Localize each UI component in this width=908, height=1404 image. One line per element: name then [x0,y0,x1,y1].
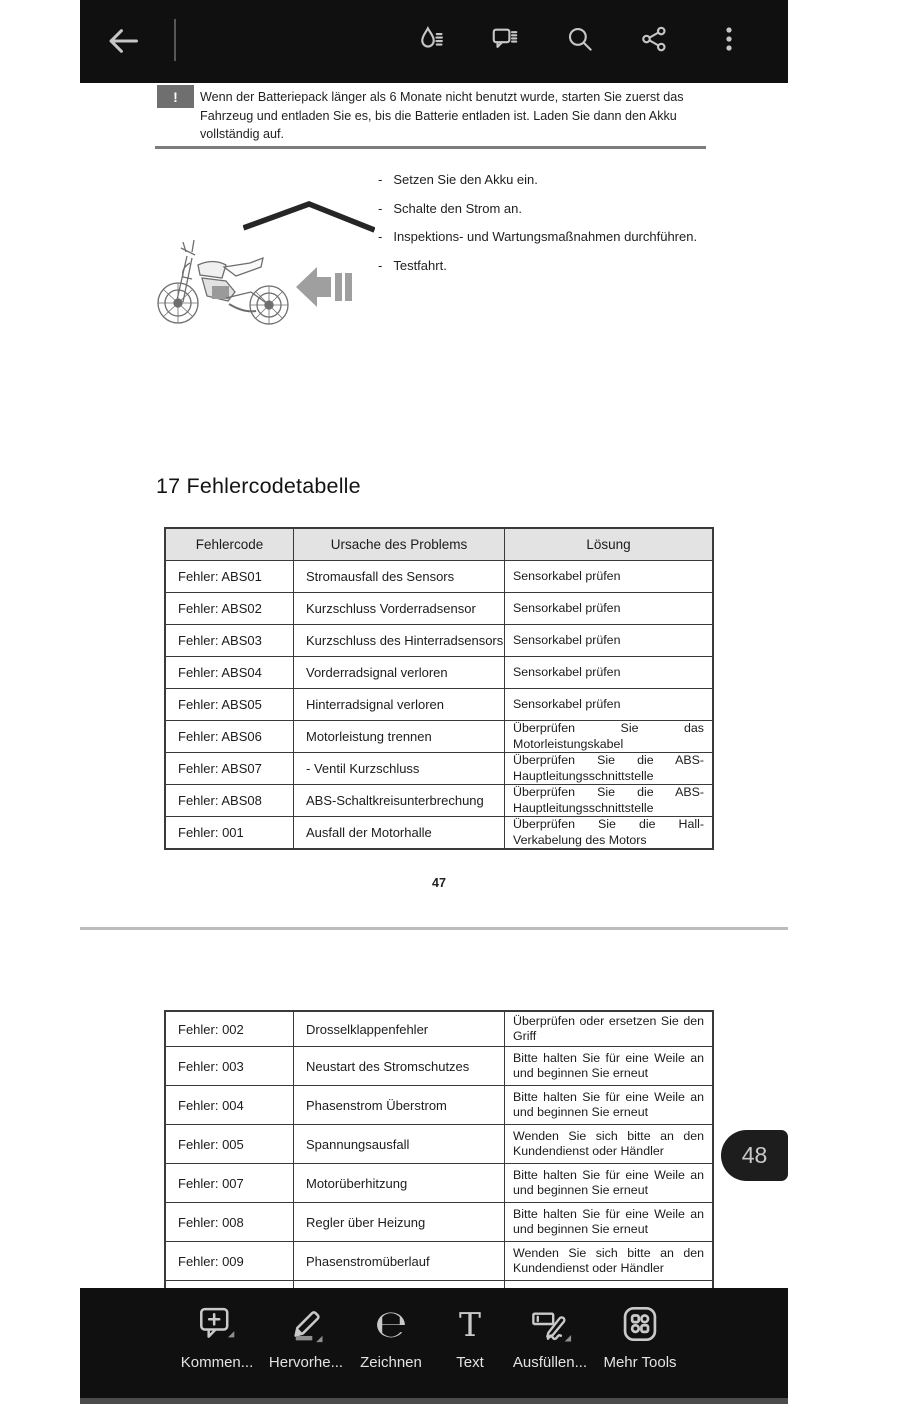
table-header-cell: Ursache des Problems [294,529,505,560]
table-cell: Phasenstromüberlauf [294,1242,505,1280]
table-row [166,752,712,784]
liquid-mode-button[interactable] [416,24,446,54]
table-cell: Regler über Heizung [294,1203,505,1241]
table-row [166,1046,712,1085]
tool-highlight[interactable] [258,1298,354,1390]
warning-note [200,88,686,144]
tool-label: Kommen... [180,1354,254,1371]
table-header-row [166,529,712,560]
table-row [166,1241,712,1280]
table-cell: Fehler: 008 [166,1203,294,1241]
error-code-table-p48 [164,1010,714,1321]
fill-sign-icon [527,1298,573,1350]
warning-line: Wenn der Batteriepack länger als 6 Monate nicht benutzt wurde, starten Sie zuerst das [200,90,684,104]
table-cell: Spannungsausfall [294,1125,505,1163]
checklist-item: - Schalte den Strom an. [378,200,522,216]
highlighter-icon [284,1298,328,1350]
page-number-footer: 47 [432,876,446,890]
checklist-item: - Inspektions- und Wartungsmaßnahmen durchführen. [378,229,698,244]
comment-button[interactable] [490,24,520,54]
table-cell: Fehler: 002 [166,1012,294,1046]
table-cell: Neustart des Stromschutzes [294,1047,505,1085]
gesture-bar-area [80,1398,788,1404]
warning-line: Fahrzeug und entladen Sie es, bis die Batterie entladen ist. Laden Sie dann den Akku [200,108,677,123]
table-row [166,560,712,592]
table-cell: Fehler: 007 [166,1164,294,1202]
table-cell: Fehler: 009 [166,1242,294,1280]
table-cell: Überprüfen Sie die ABS-Hauptleitungsschnittstelle [513,785,704,815]
text-icon: T [458,1304,481,1344]
table-cell: Fehler: ABS05 [166,689,294,720]
checklist-item: - Testfahrt. [378,257,447,273]
table-row [166,624,712,656]
more-options-button[interactable] [714,24,744,54]
tool-label: Hervorhe... [268,1354,344,1371]
table-cell: Überprüfen Sie die ABS-Hauptleitungsschnittstelle [513,753,704,783]
table-row [166,784,712,816]
table-cell: Kurzschluss des Hinterradsensors [294,625,505,656]
table-header-cell: Lösung [586,536,631,552]
table-cell: - Ventil Kurzschluss [294,753,505,784]
table-cell: Fehler: 003 [166,1047,294,1085]
table-cell: ABS-Schaltkreisunterbrechung [294,785,505,816]
search-icon [565,24,595,54]
table-cell: Fehler: 001 [166,817,294,848]
table-cell: Kurzschluss Vorderradsensor [294,593,505,624]
page-position-badge[interactable]: 48 [721,1130,788,1181]
table-cell: Bitte halten Sie für eine Weile an und beginnen Sie erneut [513,1167,704,1197]
motorcycle-illustration [152,232,302,332]
table-cell: Sensorkabel prüfen [513,632,621,647]
table-header-cell: Fehlercode [166,529,294,560]
table-row [166,1124,712,1163]
table-cell: Bitte halten Sie für eine Weile an und beginnen Sie erneut [513,1206,704,1236]
table-cell: Fehler: ABS04 [166,657,294,688]
table-cell: Phasenstrom Überstrom [294,1086,505,1124]
table-cell: Fehler: ABS07 [166,753,294,784]
back-button[interactable] [104,22,142,60]
warning-icon: ! [157,85,194,108]
share-icon [639,24,669,54]
table-cell: Überprüfen Sie das Motorleistungskabel [513,721,704,751]
checklist-item: - Setzen Sie den Akku ein. [378,172,538,187]
table-cell: Überprüfen Sie die Hall-Verkabelung des Motors [513,817,704,847]
table-row [166,1202,712,1241]
table-cell: Bitte halten Sie für eine Weile an und beginnen Sie erneut [513,1050,704,1080]
comment-add-icon [195,1298,239,1350]
search-button[interactable] [565,24,595,54]
table-cell: Bitte halten Sie für eine Weile an und beginnen Sie erneut [513,1089,704,1119]
tool-label: Text [456,1354,484,1371]
table-cell: Motorüberhitzung [294,1164,505,1202]
tool-label: Mehr Tools [603,1354,677,1371]
table-cell: Fehler: ABS08 [166,785,294,816]
table-cell: Sensorkabel prüfen [513,696,621,711]
table-row [166,720,712,752]
table-row [166,1085,712,1124]
table-cell: Fehler: ABS01 [166,561,294,592]
checklist [378,172,708,286]
tool-label: Ausfüllen... [512,1354,588,1371]
comment-icon [490,24,520,54]
back-icon [104,22,142,60]
table-cell: Stromausfall des Sensors [294,561,505,592]
table-cell: Hinterradsignal verloren [294,689,505,720]
arrow-left-illustration [295,264,357,310]
tool-fill-sign[interactable] [502,1298,598,1390]
table-row [166,816,712,848]
table-cell: Wenden Sie sich bitte an den Kundendienst oder Händler [513,1245,704,1275]
table-row [166,1012,712,1046]
table-cell: Drosselklappenfehler [294,1012,505,1046]
table-cell: Fehler: 004 [166,1086,294,1124]
table-cell: Sensorkabel prüfen [513,600,621,615]
tool-more-tools[interactable] [592,1298,688,1390]
table-cell: Fehler: ABS02 [166,593,294,624]
table-cell: Fehler: ABS03 [166,625,294,656]
table-cell: Fehler: 005 [166,1125,294,1163]
page-separator [80,927,788,930]
share-button[interactable] [639,24,669,54]
more-tools-icon [618,1298,662,1350]
table-cell: Sensorkabel prüfen [513,664,621,679]
more-options-icon [714,24,744,54]
table-cell: Überprüfen oder ersetzen Sie den Griff [513,1013,704,1043]
table-cell: Wenden Sie sich bitte an den Kundendienst oder Händler [513,1128,704,1158]
top-toolbar [80,0,788,83]
tool-comment[interactable] [169,1298,265,1390]
tool-label: Zeichnen [360,1354,422,1371]
table-cell: Ausfall der Motorhalle [294,817,505,848]
table-row [166,592,712,624]
bottom-toolbar [80,1288,788,1398]
table-cell: Fehler: ABS06 [166,721,294,752]
warning-line: vollständig auf. [200,127,285,142]
draw-icon: ℮ [374,1302,408,1346]
section-title: 17 Fehlercodetabelle [156,474,361,498]
table-cell: Motorleistung trennen [294,721,505,752]
table-cell: Sensorkabel prüfen [513,568,621,583]
error-code-table-p47 [164,527,714,850]
table-row [166,1163,712,1202]
table-row [166,688,712,720]
roof-illustration [243,200,375,236]
toolbar-divider [174,19,176,61]
liquid-mode-icon [416,24,446,54]
table-cell: Vorderradsignal verloren [294,657,505,688]
table-row [166,656,712,688]
horizontal-rule [155,146,706,149]
